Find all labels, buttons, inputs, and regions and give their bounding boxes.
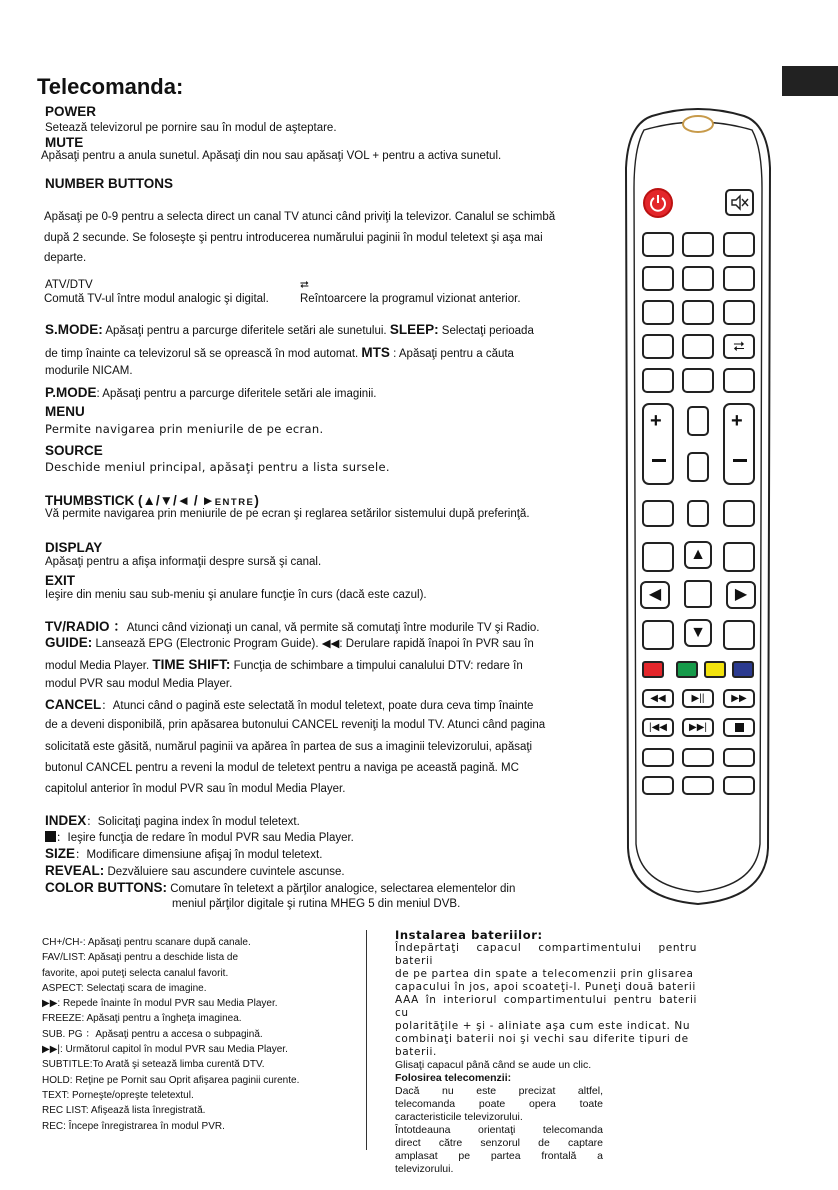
use-line: direct către senzorul de captare xyxy=(395,1137,603,1149)
recall-icon: ⮂ xyxy=(300,279,309,291)
remote-illustration xyxy=(622,108,774,908)
list-item: SUB. PG ：Apăsaţi pentru a accesa o subpagină. xyxy=(42,1028,263,1040)
volume-rocker[interactable] xyxy=(642,403,674,485)
color-text: Comutare în teletext a părţilor analogice, selectarea elementelor din xyxy=(167,883,516,895)
green-button[interactable] xyxy=(676,661,698,678)
remote-key[interactable] xyxy=(682,266,714,291)
remote-key[interactable] xyxy=(642,334,674,359)
stop-button[interactable] xyxy=(723,718,755,737)
thumbstick-text: Vă permite navigarea prin meniurile de pe ecran şi reglarea setărilor sistemului după preferinţă. xyxy=(45,508,530,520)
guide-heading: GUIDE: xyxy=(45,635,93,650)
nav-ok-button[interactable] xyxy=(684,580,712,608)
remote-key[interactable] xyxy=(723,776,755,795)
page-tab-marker xyxy=(782,66,838,96)
down-arrow-icon: ▼ xyxy=(690,624,706,641)
reveal-line xyxy=(45,863,345,878)
pmode-heading: P.MODE xyxy=(45,385,97,400)
remote-key[interactable] xyxy=(642,500,674,527)
column-divider xyxy=(366,930,367,1150)
display-heading: DISPLAY xyxy=(45,540,103,555)
list-item: ▶▶: Repede înainte în modul PVR sau Media Player. xyxy=(42,998,278,1010)
tvradio-line xyxy=(45,615,539,635)
smode-text: Apăsaţi pentru a parcurge diferitele setări ale sunetului. xyxy=(102,325,390,337)
minus-icon xyxy=(652,459,666,462)
exit-heading: EXIT xyxy=(45,573,76,588)
battery-line: combinaţi baterii noi şi vechi sau diferite tipuri de xyxy=(395,1033,689,1045)
remote-key[interactable] xyxy=(642,368,674,393)
recall-text: Reîntoarcere la programul vizionat anterior. xyxy=(300,293,521,305)
pmode-text: : Apăsaţi pentru a parcurge diferitele setări ale imaginii. xyxy=(96,388,377,400)
prev-chapter-icon: |◀◀ xyxy=(649,722,667,733)
guide-line-1 xyxy=(45,635,534,650)
list-item: SUBTITLE:To Arată şi setează limba curentă DTV. xyxy=(42,1059,265,1071)
index-line xyxy=(45,813,300,829)
blue-button[interactable] xyxy=(732,661,754,678)
recall-key-icon: ⮂ xyxy=(733,338,745,354)
fast-forward-icon: ▶▶ xyxy=(731,693,747,704)
use-heading: Folosirea telecomenzii: xyxy=(395,1072,512,1084)
plus-icon: + xyxy=(650,410,662,432)
remote-key[interactable] xyxy=(687,500,709,527)
cancel-heading: CANCEL xyxy=(45,697,102,712)
guide-line-2 xyxy=(45,657,523,672)
recall-button[interactable] xyxy=(723,334,755,359)
use-line: televizorului. xyxy=(395,1163,454,1175)
remote-key[interactable] xyxy=(682,334,714,359)
remote-key[interactable] xyxy=(723,300,755,325)
timeshift-heading: TIME SHIFT: xyxy=(152,657,231,672)
display-text: Apăsaţi pentru a afişa informaţii despre sursă şi canal. xyxy=(45,556,322,568)
plus-icon: + xyxy=(731,410,743,432)
remote-key[interactable] xyxy=(723,748,755,767)
use-line: Dacă nu este precizat altfel, xyxy=(395,1085,603,1097)
left-function-list xyxy=(42,935,362,1134)
tvradio-text: Atunci când vizionaţi un canal, vă permite să comutaţi între modurile TV şi Radio. xyxy=(126,622,540,634)
size-heading: SIZE xyxy=(45,846,76,861)
cancel-text: ：Atunci când o pagină este selectată în modul teletext, poate dura ceva timp înainte xyxy=(101,700,534,712)
left-arrow-icon: ◀ xyxy=(648,586,662,603)
battery-line: de pe partea din spate a telecomenzii prin glisarea xyxy=(395,968,694,980)
mute-heading: MUTE xyxy=(45,135,84,150)
red-button[interactable] xyxy=(642,661,664,678)
smode-line-3: modurile NICAM. xyxy=(45,365,133,377)
mute-text: Apăsaţi pentru a anula sunetul. Apăsaţi din nou sau apăsaţi VOL + pentru a activa sunetul. xyxy=(41,150,502,162)
power-button[interactable] xyxy=(643,188,673,218)
remote-key[interactable] xyxy=(642,300,674,325)
nav-left-button[interactable] xyxy=(640,581,670,609)
battery-line: baterii. xyxy=(395,1046,437,1058)
remote-key[interactable] xyxy=(682,300,714,325)
thumbstick-head-c: ) xyxy=(254,493,259,508)
nav-up-button[interactable] xyxy=(684,541,712,569)
remote-key[interactable] xyxy=(723,368,755,393)
battery-heading: Instalarea bateriilor: xyxy=(395,928,543,942)
number-line-3: departe. xyxy=(44,252,87,264)
use-line: caracteristicile televizorului. xyxy=(395,1111,523,1123)
remote-key[interactable] xyxy=(723,500,755,527)
stop-square-icon xyxy=(45,831,56,842)
timeshift-text: Funcţia de schimbare a timpului canalului DTV: redare în xyxy=(230,660,523,672)
next-chapter-icon: ▶▶| xyxy=(689,722,707,733)
cancel-line-4: butonul CANCEL pentru a reveni la modul de teletext pentru a naviga pe această pagină. MC xyxy=(45,762,519,774)
remote-key[interactable] xyxy=(723,542,755,572)
color-line-1 xyxy=(45,880,515,895)
battery-line: capacului în jos, apoi scoateţi-l. Puneţi două baterii xyxy=(395,981,696,993)
minus-icon xyxy=(733,459,747,462)
nav-right-button[interactable] xyxy=(726,581,756,609)
smode-line-2-text: de timp înainte ca televizorul să se oprească în mod automat. xyxy=(45,348,362,360)
use-line: amplasat pe partea frontală a xyxy=(395,1150,603,1162)
mts-heading: MTS xyxy=(361,345,390,360)
remote-key[interactable] xyxy=(642,748,674,767)
remote-key[interactable] xyxy=(723,266,755,291)
tvradio-heading: TV/RADIO ： xyxy=(45,619,127,634)
remote-key[interactable] xyxy=(723,620,755,650)
list-item: REC LIST: Afişează lista înregistrată. xyxy=(42,1105,206,1117)
mute-icon xyxy=(727,191,752,214)
power-icon xyxy=(645,190,671,216)
menu-text: Permite navigarea prin meniurile de pe ecran. xyxy=(45,422,324,436)
list-item: REC: Începe înregistrarea în modul PVR. xyxy=(42,1120,225,1132)
remote-key[interactable] xyxy=(687,452,709,482)
battery-line: polarităţile + şi - aliniate aşa cum este indicat. Nu xyxy=(395,1020,691,1032)
up-arrow-icon: ▲ xyxy=(690,546,706,563)
remote-key[interactable] xyxy=(642,620,674,650)
list-item: FAV/LIST: Apăsaţi pentru a deschide lista de xyxy=(42,952,239,964)
smode-heading: S.MODE: xyxy=(45,322,103,337)
remote-key[interactable] xyxy=(687,406,709,436)
source-heading: SOURCE xyxy=(45,443,103,458)
smode-line-2 xyxy=(45,345,514,360)
list-item: HOLD: Reţine pe Pornit sau Oprit afişarea paginii curente. xyxy=(42,1074,300,1086)
pmode-line xyxy=(45,385,377,400)
remote-key[interactable] xyxy=(682,368,714,393)
thumbstick-head-b: ENTRE xyxy=(214,497,255,508)
battery-section xyxy=(395,929,697,1176)
mute-button[interactable] xyxy=(725,189,754,216)
remote-key[interactable] xyxy=(682,776,714,795)
sleep-text: Selectaţi perioada xyxy=(438,325,534,337)
list-item: favorite, apoi puteţi selecta canalul favorit. xyxy=(42,967,229,979)
cancel-line-2: de a deveni disponibilă, prin apăsarea butonului CANCEL reveniţi la modul TV. Atunci când pagina xyxy=(45,719,546,731)
remote-key[interactable] xyxy=(642,232,674,257)
fast-forward-button[interactable] xyxy=(723,689,755,708)
power-text: Setează televizorul pe pornire sau în modul de aşteptare. xyxy=(45,122,337,134)
use-line: telecomanda poate opera toate xyxy=(395,1098,603,1110)
sleep-heading: SLEEP: xyxy=(389,322,439,337)
next-chapter-button[interactable] xyxy=(682,718,714,737)
stop-line xyxy=(45,829,354,845)
page-title: Telecomanda: xyxy=(37,74,184,99)
atv-heading: ATV/DTV xyxy=(45,279,93,291)
stop-icon xyxy=(735,723,744,732)
reveal-heading: REVEAL: xyxy=(45,863,105,878)
guide-line-3: modul PVR sau modul Media Player. xyxy=(45,678,233,690)
size-text: ：Modificare dimensiune afişaj în modul teletext. xyxy=(75,849,323,861)
yellow-button[interactable] xyxy=(704,661,726,678)
index-heading: INDEX xyxy=(45,813,87,828)
battery-line: Îndepărtaţi capacul compartimentului pentru baterii xyxy=(395,942,697,967)
rewind-icon: ◀◀ xyxy=(650,693,666,704)
thumbstick-head-a: THUMBSTICK (▲/▼/◄ / ► xyxy=(45,493,215,508)
list-item: ASPECT: Selectaţi scara de imagine. xyxy=(42,982,207,994)
remote-key[interactable] xyxy=(723,232,755,257)
remote-key[interactable] xyxy=(642,776,674,795)
remote-key[interactable] xyxy=(642,542,674,572)
smode-line-1 xyxy=(45,322,534,337)
right-arrow-icon: ▶ xyxy=(734,586,748,603)
list-item: CH+/CH-: Apăsaţi pentru scanare după canale. xyxy=(42,937,251,948)
number-heading: NUMBER BUTTONS xyxy=(45,176,173,191)
remote-key[interactable] xyxy=(682,232,714,257)
number-line-2: după 2 secunde. Se foloseşte şi pentru introducerea numărului paginii în modul teletext şi aşa mai xyxy=(44,232,543,244)
list-item: TEXT: Porneşte/opreşte teletextul. xyxy=(42,1089,194,1101)
cancel-line-3: solicitată este găsită, numărul paginii va apărea în partea de sus a imaginii televizorului, apăsaţi xyxy=(45,741,533,753)
cancel-line-1 xyxy=(45,697,533,713)
list-item: ▶▶|: Următorul capitol în modul PVR sau Media Player. xyxy=(42,1044,288,1056)
list-item: FREEZE: Apăsaţi pentru a îngheţa imaginea. xyxy=(42,1013,242,1025)
color-line-2: meniul părţilor digitale şi rutina MHEG 5 din meniul DVB. xyxy=(172,898,461,910)
number-line-1: Apăsaţi pe 0-9 pentru a selecta direct un canal TV atunci când priviţi la televizor. Canalul se schimbă xyxy=(44,211,556,223)
nav-down-button[interactable] xyxy=(684,619,712,647)
remote-key[interactable] xyxy=(682,748,714,767)
stop-text: ：Ieşire funcţia de redare în modul PVR sau Media Player. xyxy=(56,832,354,844)
battery-line: AAA în interiorul compartimentului pentru baterii cu xyxy=(395,994,697,1019)
atv-text: Comută TV-ul între modul analogic şi digital. xyxy=(44,293,269,305)
color-heading: COLOR BUTTONS: xyxy=(45,880,167,895)
size-line xyxy=(45,846,322,862)
play-pause-icon: ▶|| xyxy=(691,693,705,704)
play-pause-button[interactable] xyxy=(682,689,714,708)
reveal-text: Dezvăluiere sau ascundere cuvintele ascunse. xyxy=(104,866,345,878)
remote-key[interactable] xyxy=(642,266,674,291)
source-text: Deschide meniul principal, apăsaţi pentru a lista sursele. xyxy=(45,460,390,474)
menu-heading: MENU xyxy=(45,404,85,419)
power-heading: POWER xyxy=(45,104,97,119)
use-line: Întotdeauna orientaţi telecomanda xyxy=(395,1124,603,1136)
rewind-button[interactable] xyxy=(642,689,674,708)
channel-rocker[interactable] xyxy=(723,403,755,485)
index-text: ：Solicitaţi pagina index în modul teletext. xyxy=(86,816,300,828)
guide-text: Lansează EPG (Electronic Program Guide). ◀◀: Derulare rapidă înapoi în PVR sau în xyxy=(92,638,534,650)
guide-line-2-text: modul Media Player. xyxy=(45,660,153,672)
glisati-text: Glisaţi capacul până când se aude un clic. xyxy=(395,1059,592,1071)
mts-text: : Apăsaţi pentru a căuta xyxy=(389,348,514,360)
prev-chapter-button[interactable] xyxy=(642,718,674,737)
cancel-line-5: capitolul anterior în modul PVR sau în modul Media Player. xyxy=(45,783,346,795)
exit-text: Ieşire din meniu sau sub-meniu şi anulare funcţie în curs (dacă este cazul). xyxy=(45,589,427,601)
